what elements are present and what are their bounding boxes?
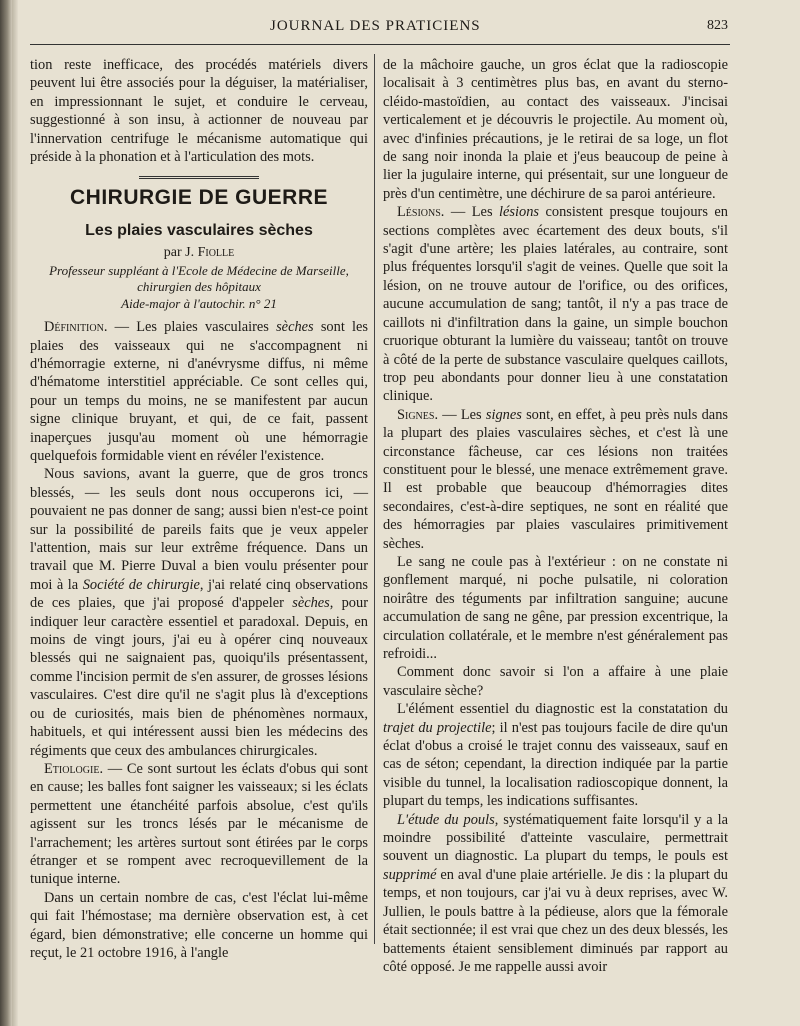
author-affiliation-2: chirurgien des hôpitaux: [137, 279, 261, 295]
section-divider: [139, 176, 259, 181]
pouls-emphasis-1: L'étude du pouls: [397, 811, 495, 828]
byline-prefix: par J.: [163, 245, 198, 261]
nous-text-1: Nous savions, avant la guerre, que de gros troncs blessés, — les seuls dont nous occuperons ici, — pouvaient ne pas donner de sang; aussi bien n'est-ce point sur la possibilité de pareils faits que je veux appeler l'attention, mais sur leur extrême fréquence. Dans un travail que M. Pierre Duval a bien voulu présenter pour moi à la: [30, 466, 368, 593]
lesions-text-1: — Les: [444, 204, 500, 221]
author-affiliation-1: Professeur suppléant à l'Ecole de Médecine de Marseille,: [49, 262, 349, 278]
running-head: [0, 18, 800, 40]
page-number: 823: [707, 18, 728, 33]
pouls-emphasis-2: supprimé: [383, 866, 437, 883]
page-binding-edge: [0, 0, 12, 1026]
column-divider: [374, 54, 375, 944]
lesions-emphasis: lésions: [499, 204, 540, 221]
left-column: [30, 56, 368, 962]
element-emphasis: trajet du projectile: [383, 719, 492, 736]
author-byline: [30, 244, 368, 262]
nous-emphasis-1: Société de chirurgie: [82, 576, 200, 593]
nous-emphasis-2: sèches: [292, 595, 330, 612]
header-rule: [30, 44, 730, 45]
etiology-paragraph: [30, 760, 368, 889]
nous-savions-paragraph: [30, 465, 368, 760]
dans-paragraph: Dans un certain nombre de cas, c'est l'éclat lui-même qui fait l'hémostase; ma dernière observation est, à cet égard, bien démonstrative; elle concerne un homme qui reçut, le 21 octobre 1916, à l'angle: [30, 889, 368, 961]
element-text-2: ; il n'est pas toujours facile de dire qu'un éclat d'obus a croisé le trajet connu des vaisseaux, sauf en cas de séton; cependant, la direction indiquée par la partie visible du tunnel, la localisation radioscopique donnent, la plupart du temps, les indications suffisantes.: [383, 719, 729, 810]
signes-heading: Signes.: [397, 406, 439, 423]
page-binding-shadow: [12, 0, 18, 1026]
lesions-text-2: consistent presque toujours en sections complètes avec écartement des deux bouts, s'il s'agit d'une artère; les plaies latérales, au contraire, sont plus fréquentes lorsqu'il s'agit de veines. Quelle que soit la lésion, on ne trouve autour de l'orifice, ou des orifices, aucune accumulation de sang; tantôt, il n'y a pas trace de caillots ni d'infiltration dans la gaine, un simple bouchon cruorique obturant la lumière du vaisseau; tantôt on trouve à côté de la perte de substance vasculaire quelques caillots, trop peu abondants pour donner lieu à une constatation clinique.: [383, 204, 729, 405]
nous-text-2: , j'ai relaté cinq observations de ces plaies, que j'ai proposé d'appeler: [30, 576, 368, 612]
journal-title: JOURNAL DES PRATICIENS: [270, 18, 481, 34]
pouls-text-2: en aval d'une plaie artérielle. Je dis : la plupart du temps, et non toujours, car j'ai vu à deux reprises, avec W. Jullien, le pouls battre à la pédieuse, alors que la fémorale était sectionnée; il est vrai que chez un des deux blessés, les battements étaient sensiblement diminués par rapport au côté opposé. Je me rappelle aussi avoir: [383, 866, 728, 975]
article-title: Les plaies vasculaires sèches: [85, 221, 313, 239]
intro-paragraph: tion reste inefficace, des procédés matériels divers peuvent lui être associés pour la déguiser, la matérialiser, en impressionnant le sujet, et conduire le cerveau, suggestionné à son insu, à actionner de nouveau par l'innervation centrifuge le mécanisme automatique qui préside à la phonation et à l'articulation des mots.: [30, 57, 368, 166]
definition-paragraph: [30, 318, 368, 465]
definition-text-cont: sont les plaies des vaisseaux qui ne s'accompagnent ni d'hémorragie externe, ni d'anévrysme diffus, ni même d'hématome interstitiel appréciable. Ce sont celles qui, pour un temps du moins, ne se manifestent par aucun signe clinique bruyant, et qui, de ce fait, passent inaperçues jusqu'au moment où une hémorragie quelquefois formidable vient en révéler l'existence.: [30, 319, 369, 464]
definition-text: — Les plaies vasculaires: [107, 319, 277, 336]
nous-text-3: , pour indiquer leur caractère essentiel et paradoxal. Depuis, en moins de vingt jours, j'ai eu à opérer cinq nouveaux blessés qui ne saignaient pas, quoiqu'ils présentassent, comme l'incision permit de s'en assurer, de grosses lésions vasculaires. C'est dire qu'il ne s'agit plus là d'exceptions ou de curiosités, mais bien de phénomènes normaux, habituels, et qui intéressent aussi bien les médecins des régiments que ceux des ambulances chirurgicales.: [30, 595, 368, 759]
definition-emphasis: sèches: [276, 319, 314, 336]
etiology-heading: Etiologie.: [44, 760, 104, 777]
lesions-paragraph: [383, 203, 728, 405]
signes-text-1: — Les: [438, 406, 486, 423]
comment-paragraph: Comment donc savoir si l'on a affaire à une plaie vasculaire sèche?: [383, 664, 728, 699]
etiology-text: — Ce sont surtout les éclats d'obus qui sont en cause; les balles font saigner les vaisseaux; si les éclats permettent une étanchéité parfois absolue, c'est qu'ils agissent sur les troncs lésés par le mécanisme de l'arrachement; les artères surtout sont étirées par le corps étranger et se rompent avec recroquevillement de la tunique interne.: [30, 760, 368, 888]
continued-paragraph: de la mâchoire gauche, un gros éclat que la radioscopie localisait à 3 centimètres plus bas, en avant du sterno-cléido-mastoïdien, au contact des vaisseaux. J'incisai verticalement et je découvris le projectile. Au moment où, avec d'infinies précautions, je le retirai de sa loge, un flot de sang noir inonda la plaie et j'eus beaucoup de peine à lier la jugulaire interne, qui présentait, sur une longueur de près d'un centimètre, une déchirure de sa paroi antérieure.: [383, 57, 728, 202]
element-text-1: L'élément essentiel du diagnostic est la constatation du: [397, 701, 728, 718]
signes-text-2: sont, en effet, à peu près nuls dans la plupart des plaies vasculaires sèches, et c'est là une circonstance fâcheuse, car ces lésions non traitées constituent pour le blessé, une menace extrêmement grave. Il est probable que beaucoup d'hémorragies dites secondaires, c'est-à-dire septiques, ne sont en réalité que des hémorragies par plaies vasculaires primitivement sèches.: [383, 406, 728, 552]
pouls-paragraph: [383, 811, 728, 977]
lesions-heading: Lésions.: [397, 204, 445, 221]
author-name: Fiolle: [197, 245, 235, 261]
element-paragraph: [383, 700, 728, 810]
pouls-text-1: , systématiquement faite lorsqu'il y a la moindre possibilité d'atteinte vasculaire, permettrait souvent un diagnostic. La plupart du temps, le pouls est: [383, 811, 728, 865]
signes-paragraph: [383, 406, 728, 553]
signes-emphasis: signes: [485, 406, 522, 423]
definition-heading: Définition.: [44, 319, 108, 336]
section-title: CHIRURGIE DE GUERRE: [69, 186, 329, 210]
author-affiliation-3: Aide-major à l'autochir. n° 21: [121, 295, 277, 311]
sang-paragraph: Le sang ne coule pas à l'extérieur : on ne constate ni gonflement marqué, ni poche pulsatile, ni coloration noirâtre des téguments par infiltration sanguine; aucune accumulation de sang ne gêne, par pression excentrique, la circulation collatérale, et le membre n'est généralement pas refroidi...: [383, 553, 728, 662]
right-column: [383, 56, 728, 976]
